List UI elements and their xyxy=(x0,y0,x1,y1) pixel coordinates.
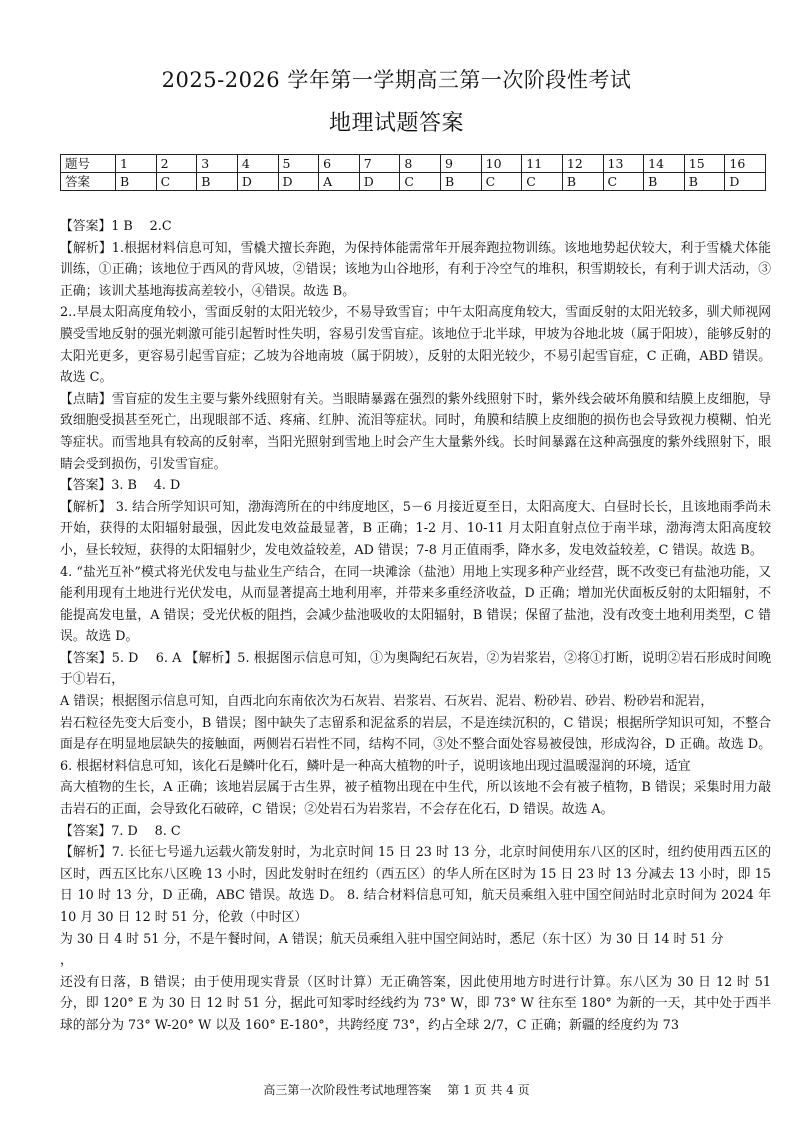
row-label-question: 题号 xyxy=(61,155,116,173)
answer-cell: D xyxy=(359,173,400,191)
explanation-q7-q8: 【解析】7. 长征七号遥九运载火箭发射时，为北京时间 15 日 23 时 13 分，北京时间使用东八区的区时，纽约使用西五区的区时，西五区比东八区晚 13 小时，因此发射时在纽约（西五区）的华人所在区时为 15 日 23 时 13 分减去 13 小时，即 15 日 10 时 13 分，D 正确，ABC 错误。故选 D。 8. 结合材料信息可知，航天员乘组入驻中国空间站时北京时间为 2024 年 10 月 30 日 12 时 51 分，伦敦（中时区） xyxy=(60,845,771,925)
explanation-q8-part: 为 30 日 4 时 51 分，不是午餐时间，A 错误；航天员乘组入驻中国空间站时，悉尼（东十区）为 30 日 14 时 51 分 xyxy=(60,931,724,947)
explanation-q8-cont: 还没有日落，B 错误；由于使用现实背景（区时计算）无正确答案，因此使用地方时进行计算。东八区为 30 日 12 时 51 分，即 120° E 为 30 日 12 时 51 分，据此可知零时经线约为 73° W，即 73° W 往东至 180° 为新的一天，其中处于西半球的部分为 73° W-20° W 以及 160° E-180°，共跨经度 73°，约占全球 2/7，C 正确；新疆的经度约为 73 xyxy=(60,974,771,1033)
answer-cell: C xyxy=(156,173,197,191)
answer-cell: C xyxy=(481,173,522,191)
footer-page-info: 第 1 页 共 4 页 xyxy=(447,1083,530,1097)
answer-line-q1-2: 【答案】1 B 2.C xyxy=(60,219,172,234)
page-title: 2025-2026 学年第一学期高三第一次阶段性考试 xyxy=(161,68,632,92)
explanation-q1: 【解析】1.根据材料信息可知，雪橇犬擅长奔跑，为保持体能需常年开展奔跑拉物训练。该地地势起伏较大，利于雪橇犬体能训练，①正确；该地位于西风的背风坡，②错误；该地为山谷地形，有利于冷空气的堆积，积雪期较长，有利于训犬活动，③正确；该训犬基地海拔高差较小，④错误。故选 B。 xyxy=(60,240,771,299)
explanation-q5-part: A 错误；根据图示信息可知，自西北向东南依次为石灰岩、岩浆岩、石灰岩、泥岩、粉砂岩、砂岩、粉砂岩和泥岩， xyxy=(60,694,714,710)
answer-cell: B xyxy=(684,173,725,191)
answer-cell: D xyxy=(725,173,766,191)
page-subtitle: 地理试题答案 xyxy=(328,111,464,136)
answer-line-q5-6: 【答案】5. D 6. A 【解析】5. 根据图示信息可知，①为奥陶纪石灰岩，②为岩浆岩，②将①打断，说明②岩石形成时间晚于①岩石， xyxy=(60,650,771,688)
question-number-row xyxy=(61,155,766,173)
question-number: 8 xyxy=(400,155,441,173)
key-point-note: 【点睛】雪盲症的发生主要与紫外线照射有关。当眼睛暴露在强烈的紫外线照射下时，紫外线会破坏角膜和结膜上皮细胞，导致细胞受损甚至死亡，出现眼部不适、疼痛、红肿、流泪等症状。同时，角膜和结膜上皮细胞的损伤也会导致视力模糊、怕光等症状。而雪地具有较高的反射率，当阳光照射到雪地上时会产生大量紫外线。长时间暴露在这种高强度的紫外线照射下，眼睛会受到损伤，引发雪盲症。 xyxy=(60,391,771,472)
answer-cell: C xyxy=(400,173,441,191)
answer-row xyxy=(61,173,766,191)
answer-cell: B xyxy=(197,173,238,191)
answer-table xyxy=(60,154,766,191)
row-label-answer: 答案 xyxy=(61,173,116,191)
explanation-q5-q6: 岩石粒径先变大后变小，B 错误；图中缺失了志留系和泥盆系的岩层，不是连续沉积的，C 错误；根据所学知识可知，不整合面是存在明显地层缺失的接触面，两侧岩石岩性不同，结构不同，③处不整合面处容易被侵蚀，形成沟谷，D 正确。故选 D。 6. 根据材料信息可知，该化石是鳞叶化石，鳞叶是一种高大植物的叶子，说明该地出现过温暖湿润的环境，适宜 xyxy=(60,715,771,774)
question-number: 9 xyxy=(441,155,482,173)
question-number: 15 xyxy=(684,155,725,173)
question-number: 7 xyxy=(359,155,400,173)
question-number: 4 xyxy=(237,155,278,173)
question-number: 2 xyxy=(156,155,197,173)
page-footer xyxy=(0,1081,793,1098)
answer-cell: B xyxy=(441,173,482,191)
answer-explanations xyxy=(60,216,771,1037)
answer-line-q7-8: 【答案】7. D 8. C xyxy=(60,823,181,839)
question-number: 13 xyxy=(603,155,644,173)
answer-cell: C xyxy=(603,173,644,191)
question-number: 10 xyxy=(481,155,522,173)
explanation-q4: 4. “盐光互补”模式将光伏发电与盐业生产结合，在同一块滩涂（盐池）用地上实现多种产业经营，既不改变已有盐池功能，又能利用现有土地进行光伏发电，从而显著提高土地利用率，并带来多重经济收益，D 正确；增加光伏面板反射的太阳辐射，不能提高发电量，A 错误；受光伏板的阻挡，会减少盐池吸收的太阳辐射，B 错误；保留了盐池，没有改变土地利用类型，C 错误。故选 D。 xyxy=(60,564,771,645)
question-number: 12 xyxy=(562,155,603,173)
answer-cell: B xyxy=(644,173,685,191)
answer-cell: D xyxy=(278,173,319,191)
answer-cell: A xyxy=(319,173,360,191)
answer-cell: B xyxy=(116,173,157,191)
answer-cell: B xyxy=(562,173,603,191)
question-number: 11 xyxy=(522,155,563,173)
question-number: 5 xyxy=(278,155,319,173)
explanation-q6-part: 高大植物的生长，A 正确；该地岩层属于古生界，被子植物出现在中生代，所以该地不会有被子植物，B 错误；采集时用力敲击岩石的正面，会导致化石破碎，C 错误；②处岩石为岩浆岩，不会存在化石，D 错误。故选 A。 xyxy=(60,780,771,818)
question-number: 1 xyxy=(116,155,157,173)
answer-cell: C xyxy=(522,173,563,191)
answer-cell: D xyxy=(237,173,278,191)
question-number: 3 xyxy=(197,155,238,173)
question-number: 6 xyxy=(319,155,360,173)
footer-exam-name: 高三第一次阶段性考试地理答案 xyxy=(263,1083,432,1097)
question-number: 16 xyxy=(725,155,766,173)
answer-line-q3-4: 【答案】3. B 4. D xyxy=(60,478,181,494)
explanation-q2: 2..早晨太阳高度角较小，雪面反射的太阳光较少，不易导致雪盲；中午太阳高度角较大，雪面反射的太阳光较多，驯犬师视网膜受雪地反射的强光刺激可能引起暂时性失明，容易引发雪盲症。该地位于北半球，甲坡为谷地北坡（属于阳坡），能够反射的太阳光更多，更容易引起雪盲症；乙坡为谷地南坡（属于阴坡），反射的太阳光较少，不易引起雪盲症，C 正确，ABD 错误。故选 C。 xyxy=(60,305,771,386)
stray-comma: ， xyxy=(60,953,73,969)
explanation-q3: 【解析】 3. 结合所学知识可知，渤海湾所在的中纬度地区，5－6 月接近夏至日，太阳高度大、白昼时长长，且该地雨季尚未开始，获得的太阳辐射最强，因此发电效益最显著，B 正确；1-2 月、10-11 月太阳直射点位于南半球，渤海湾太阳高度较小，昼长较短，获得的太阳辐射少，发电效益较差，AD 错误；7-8 月正值雨季，降水多，发电效益较差，C 错误。故选 B。 xyxy=(60,499,771,558)
question-number: 14 xyxy=(644,155,685,173)
